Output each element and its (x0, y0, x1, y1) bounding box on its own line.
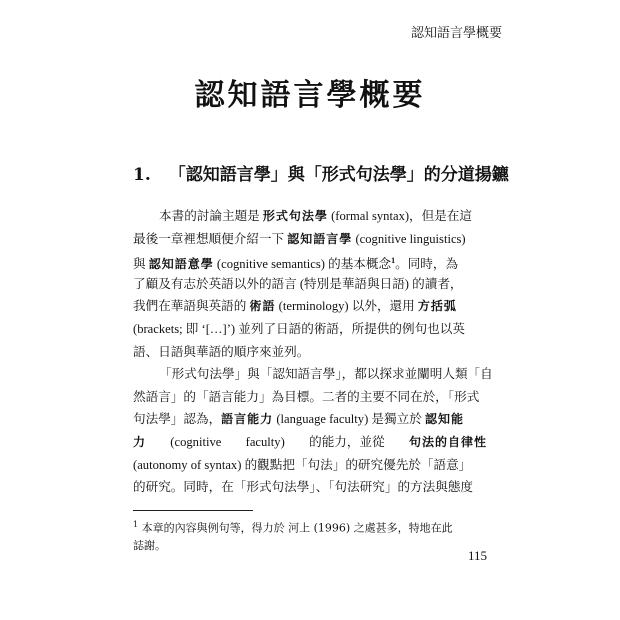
paragraph2-line6: 的研究。同時，在「形式句法學」、「句法研究」的方法與態度 (133, 480, 474, 495)
running-header: 認知語言學概要 (410, 26, 502, 41)
footnote-number: 1 (133, 520, 139, 529)
paragraph1-line7: 語、日語與華語的順序來並列。 (133, 344, 310, 359)
paragraph2-line5: (autonomy of syntax) 的觀點把「句法」的研究優先於「語意」 (133, 457, 472, 472)
footnote (133, 516, 487, 554)
footnote-text-2: 誌謝。 (133, 538, 166, 552)
paragraph2-line2: 然語言」的「語言能力」為目標。二者的主要不同在於，「形式 (133, 389, 480, 404)
keyword-terminology: 術語 (249, 299, 276, 314)
section-number: 1. (133, 165, 151, 185)
body-text (133, 205, 493, 499)
section-title: 「認知語言學」與「形式句法學」的分道揚鑣 (168, 165, 509, 185)
page-number: 115 (467, 548, 487, 563)
paragraph1-line1: 本書的討論主題是 形式句法學 (formal syntax)，但是在這 (159, 209, 473, 223)
paragraph1-line3: 與 認知語意學 (cognitive semantics) 的基本概念$^1$。同時，為 (133, 256, 459, 272)
paragraph2-line3: 句法學」認為，語言能力 (language faculty) 是獨立於 認知能 (133, 412, 464, 427)
paragraph1-line5: 我們在華語與英語的 術語 (terminology) 以外，還用 方括弧 (133, 299, 457, 314)
paragraph1-line6: (brackets; 即 ‘[…]’) 並列了日語的術語，所提供的例句也以英 (133, 321, 465, 336)
paragraph1-line4: 了顧及有志於英語以外的語言 (特別是華語與日語) 的讀者， (133, 276, 463, 291)
keyword-cognitive-semantics: 認知語意學 (148, 257, 214, 272)
chapter-title: 認知語言學概要 (194, 78, 426, 113)
paragraph1-line2: 最後一章裡想順便介紹一下 認知語言學 (cognitive linguistics) (133, 231, 466, 246)
paragraph2-line1: 「形式句法學」與「認知語言學」，都以探求並闡明人類「自 (159, 367, 493, 382)
keyword-cognitive-linguistics: 認知語言學 (287, 231, 353, 246)
keyword-autonomy-of-syntax: 句法的自律性 (408, 434, 487, 449)
keyword-formal-syntax: 形式句法學 (262, 209, 328, 223)
keyword-language-faculty: 語言能力 (221, 412, 274, 427)
footnote-divider (133, 510, 253, 511)
footnote-marker: 1 (391, 256, 396, 266)
paragraph2-line4: 力 (cognitive faculty) 的能力，並從 句法的自律性 (133, 431, 487, 454)
keyword-brackets: 方括弧 (417, 299, 457, 314)
footnote-text-1: 本章的內容與例句等，得力於 河上 (1996) 之處甚多，特地在此 (141, 521, 453, 535)
keyword-cognitive-faculty: 認知能 (424, 412, 464, 427)
section-heading (133, 160, 509, 185)
